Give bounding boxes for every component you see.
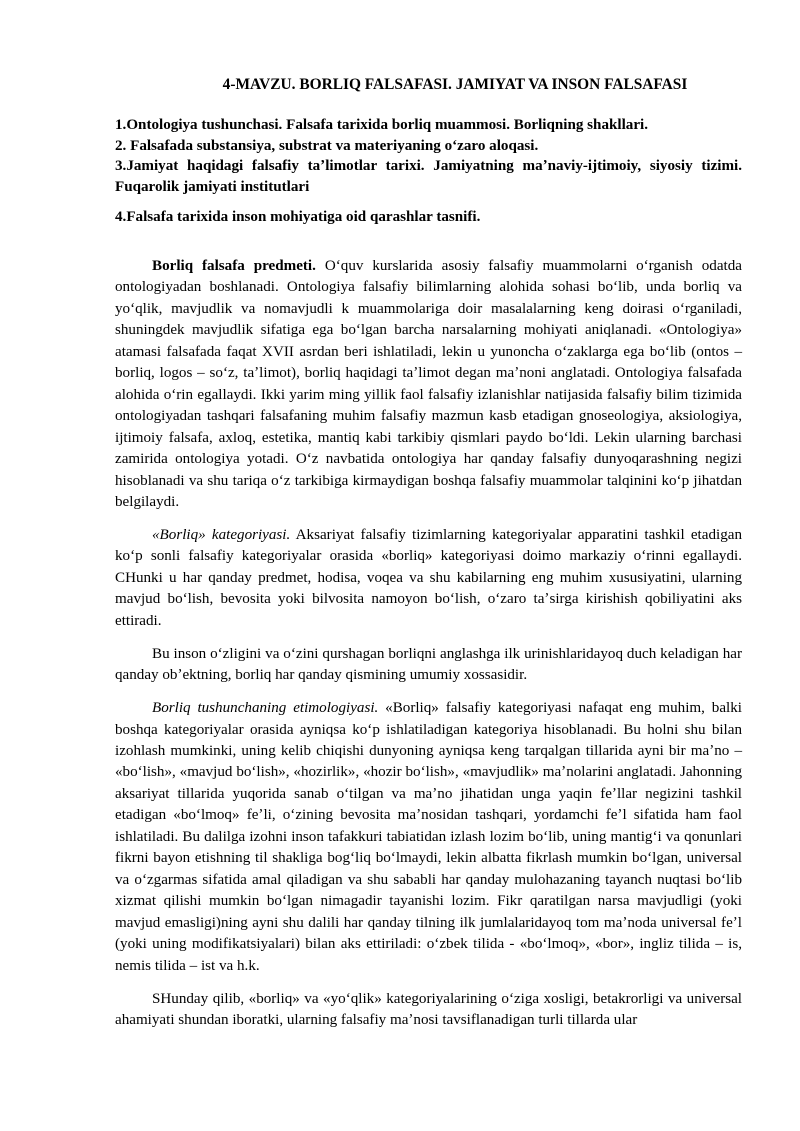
question-3: 3.Jamiyat haqidagi falsafiy taʼlimotlar tarixi. Jamiyatning maʼnaviy-ijtimoiy, siyosiy tizimi. Fuqarolik jamiyati institutlari: [115, 158, 742, 195]
question-4: 4.Falsafa tarixida inson mohiyatiga oid qarashlar tasnifi.: [115, 209, 481, 225]
paragraph-text: SHunday qilib, «borliq» va «yoʻqlik» kategoriyalarining oʻziga xosligi, betakrorligi va universal ahamiyati shundan iboratki, ularning falsafiy maʼnosi tavsiflanadigan turli tillarda ular: [115, 990, 742, 1028]
paragraph-lead: Borliq falsafa predmeti.: [152, 258, 316, 274]
paragraph-ontology: [115, 256, 742, 513]
paragraph-conclusion: [115, 989, 742, 1032]
paragraph-text: Bu inson oʻzligini va oʻzini qurshagan borliqni anglashga ilk urinishlaridayoq duch keladigan har qanday obʼektning, borliq har qanday qismining umumiy xossasidir.: [115, 645, 742, 684]
document-title: 4-MAVZU. BORLIQ FALSAFASI. JAMIYAT VA INSON FALSAFASI: [222, 76, 688, 93]
paragraph-etymology: [115, 698, 742, 977]
question-2: 2. Falsafada substansiya, substrat va materiyaning oʻzaro aloqasi.: [115, 137, 539, 154]
paragraph-text: Aksariyat falsafiy tizimlarning kategoriyalar apparatini tashkil etadigan koʻp sonli falsafiy kategoriyalar orasida «borliq» kategoriyasi doimo markaziy oʻrinni egallaydi. CHunki u har qanday predmet, hodisa, voqea va shu kabilarning eng muhim xususiyatini, ularning mavjud boʻlish, bevosita yoki bilvosita namoyon boʻlish, oʻzaro taʼsirga kirishish qobiliyatini aks ettiradi.: [115, 526, 742, 629]
question-1: 1.Ontologiya tushunchasi. Falsafa tarixida borliq muammosi. Borliqning shakllari.: [115, 117, 648, 133]
paragraph-property: [115, 644, 742, 687]
paragraph-lead: «Borliq» kategoriyasi.: [152, 526, 291, 543]
paragraph-text: «Borliq» falsafiy kategoriyasi nafaqat eng muhim, balki boshqa kategoriyalar orasida ayniqsa koʻp ishlatiladigan kategoriya hisoblanadi. Bu holni shu bilan izohlash mumkinki, uning kelib chiqishi dunyoning ayniqsa keng tarqalgan tillarida ayni bir maʼno – «boʻlish», «mavjud boʻlish», «hozirlik», «hozir boʻlish», «mavjudlik» maʼnolarini anglatadi. Jahonning aksariyat tillarida yuqorida sanab oʻtilgan va maʼno jihatidan unga yaqin feʼllar negizini tashkil etadigan «boʻlmoq» feʼli, oʻzining bevosita maʼnosidan tashqari, yordamchi feʼl sifatida ham faol ishlatiladi. Bu dalilga izohni inson tafakkuri tabiatidan izlash lozim boʻlib, uning mantigʻi va qonunlari fikrni bayon etishning til shakliga bogʻliq boʻlmaydi, lekin albatta fikrlash mumkin boʻlgan, universal va oʻzgarmas sifatida amal qiladigan va shu sababli har qanday mulohazaning tayanch nuqtasi boʻlib xizmat qilishi mumkin boʻlgan nimagadir tayanishi lozim. Fikr qaratilgan narsa mavjudligi (yoki mavjud emasligi)ning ayni shu dalili har qanday tilning ilk jumlalaridayoq tom maʼnoda universal feʼl (yoki uning modifikatsiyalari) bilan aks ettiriladi: oʻzbek tilida - «boʻlmoq», «bor», ingliz tilida – is, nemis tilida – ist va h.k.: [115, 700, 742, 974]
paragraph-category: [115, 525, 742, 632]
paragraph-lead: Borliq tushunchaning etimologiyasi.: [152, 700, 379, 717]
document-body: [115, 256, 742, 1043]
topic-questions: [115, 115, 742, 197]
paragraph-text: Oʻquv kurslarida asosiy falsafiy muammolarni oʻrganish odatda ontologiyadan boshlanadi. Ontologiya falsafiy bilimlarning alohida sohasi boʻlib, unda borliq va yoʻqlik, mavjudlik va nomavjudli k muammolariga doir masalalarning keng doirasi oʻrganiladi, shuningdek mavjudlik sifatiga ega boʻlgan barcha narsalarning mohiyati aniqlanadi. «Ontologiya» atamasi falsafada faqat XVII asrdan beri ishlatiladi, lekin u yunoncha oʻzaklarga ega boʻlib (ontos – borliq, logos – soʻz, taʼlimot), borliq haqidagi taʼlimot degan maʼnoni anglatadi. Ontologiya falsafada alohida oʻrin egallaydi. Ikki yarim ming yillik faol falsafiy izlanishlar natijasida falsafiy bilim tizimida ontologiyadan tashqari falsafaning muhim falsafiy mazmun kasb etadigan gnoseologiya, aksiologiya, ijtimoiy falsafa, axloq, estetika, mantiq kabi tarkibiy qismlari paydo boʻldi. Lekin ularning barchasi zamirida ontologiya yotadi. Oʻz navbatida ontologiya har qanday falsafiy dunyoqarashning negizi hisoblanadi va shu tariqa oʻz tarkibiga kirmaydigan boshqa falsafiy muammolar talqinini koʻp jihatdan belgilaydi.: [115, 258, 742, 510]
